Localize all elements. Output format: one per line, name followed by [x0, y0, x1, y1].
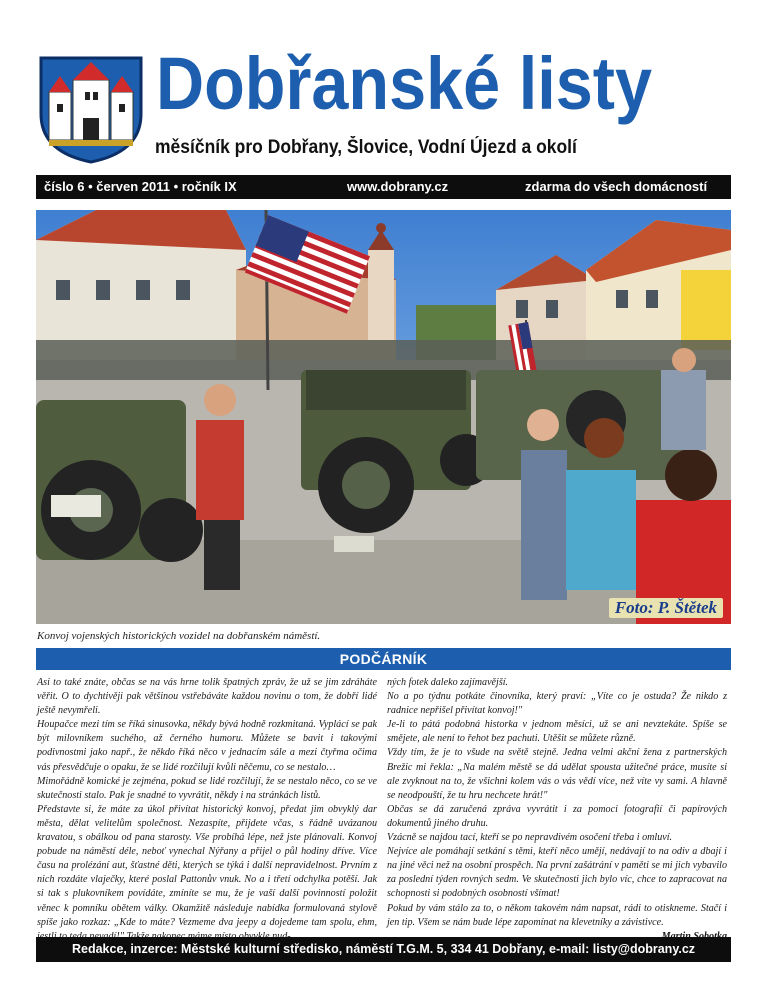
newspaper-subtitle: měsíčník pro Dobřany, Šlovice, Vodní Újezd a okolí: [155, 137, 577, 158]
issue-number: číslo 6 • červen 2011 • ročník IX: [44, 179, 237, 194]
website-link[interactable]: www.dobrany.cz: [347, 179, 449, 194]
section-heading: PODČÁRNÍK: [36, 648, 731, 670]
article-paragraph: Mimořádně komické je zejména, pokud se lidé rozčilují, že se nestalo něco, co se ve skutečnosti stalo. Pak je snadné to vyvrátit, někdy i na stránkách listů.: [37, 775, 377, 801]
article-paragraph: ných fotek daleko zajímavější.: [387, 677, 509, 688]
town-crest-logo: [35, 52, 147, 164]
article-paragraph: Vzácně se najdou tací, kteří se po nepravdivém osočení třeba i omluví.: [387, 832, 673, 844]
convoy-photo-illustration: [36, 210, 731, 624]
article-paragraph: Vždy tím, že je to všude na světě stejně. Jedna velmi akční žena z partnerských Brežic mi řekla: „Na malém městě se dá udělat spousta užitečné práce, musíte si ale zvyknout na to, že všichni kolem vás o vás vědí více, než víte vy sami. A hlavně se neodpouští, že tu hru nechcete hrát!": [387, 747, 727, 801]
article-paragraph: Asi to také znáte, občas se na vás hrne tolik špatných zpráv, že už se jim zdráháte věřit. O to dychtivěji pak většinou vstřebáváte každou novinu o tom, že dobří lidé ještě nevymřeli.: [37, 677, 377, 717]
front-photo: [36, 210, 731, 624]
article-paragraph: Nejvíce ale pomáhají setkání s těmi, kteří něco umějí, nedávají to na odiv a dbají i na jiné věci než na osobní prospěch. Na první zašátrání v paměti se mi jich vybavilo za poslední týden rovných sedm. Ve skutečnosti jich bylo víc, chce to zapracovat na schopnosti si podobných osobností všímat!: [387, 846, 727, 900]
masthead: [0, 0, 768, 175]
distribution-note: zdarma do všech domácností: [525, 179, 708, 194]
article-paragraph: Pokud by vám stálo za to, o někom takovém nám napsat, rádi to otiskneme. Stačí i jen tip. Všem se nám bude lépe zapomínat na klevetníky a závistivce.: [387, 902, 727, 928]
newspaper-title: Dobřanské listy: [156, 42, 652, 125]
issue-info-bar: [36, 175, 731, 199]
footer-contact-bar: Redakce, inzerce: Městské kulturní středisko, náměstí T.G.M. 5, 334 41 Dobřany, e-mail: listy@dobrany.cz: [36, 937, 731, 962]
article-paragraph: Houpačce mezi tím se říká sinusovka, někdy bývá hodně rozkmitaná. Vyplácí se pak být milovníkem suchého, až černého humoru. Můžete se bavit i takovými podivnostmi jako např., že někdo říká něco v jednacím sále a mezi čtyřma očima vás přesvědčuje o opaku, že se lidé rozčilují kvůli něčemu, co se nestalo…: [37, 719, 377, 773]
article-paragraph: Je-li to pátá podobná historka v jednom měsíci, už se ani nevztekáte. Spíše se smějete, ale není to řehot bez pachuti. Utěšit se můžete různě.: [387, 719, 727, 745]
article-paragraph: No a po týdnu potkáte činovníka, který praví: „Víte co je ostuda? Že nikdo z radnice nepřišel přivítat konvoj!": [387, 691, 727, 717]
photo-caption: Konvoj vojenských historických vozidel na dobřanském náměstí.: [37, 630, 321, 642]
article-column-left: [37, 676, 377, 944]
article-column-right: [387, 676, 727, 944]
photo-credit: Foto: P. Štětek: [609, 598, 723, 618]
article-paragraph: Občas se dá zaručená zpráva vyvrátit i za pomoci fotografií či papírových dokumentů jiného druhu.: [387, 803, 727, 829]
article-paragraph: Představte si, že máte za úkol přivítat historický konvoj, předat jim obvyklý dar města, dělat velitelům společnost. Nezaspíte, přijdete včas, s řádně uvázanou kravatou, s obálkou od pana starosty. Vše probíhá lépe, než jste plánovali. Konvoj pobude na náměstí déle, neboť vynechal Nýřany a přijel o půl hodiny dříve. Více času na prolézání aut, šťastné děti, kterých se týká i další nepravidelnost. Prvním z nich rozdáte vlaječky, které poslal Pattonův vnuk. No a i třetí odchylka potěší. Jak si tak s plukovníkem povídáte, zmíníte se mu, že je vaší další povinností položit věnec k pomníku obětem války. Okamžitě následuje nabídka formulovaná stylově spíše jako rozkaz: „Kde to máte? Vezmeme dva jeepy a dojedeme tam spolu, ehm,: [37, 803, 377, 928]
